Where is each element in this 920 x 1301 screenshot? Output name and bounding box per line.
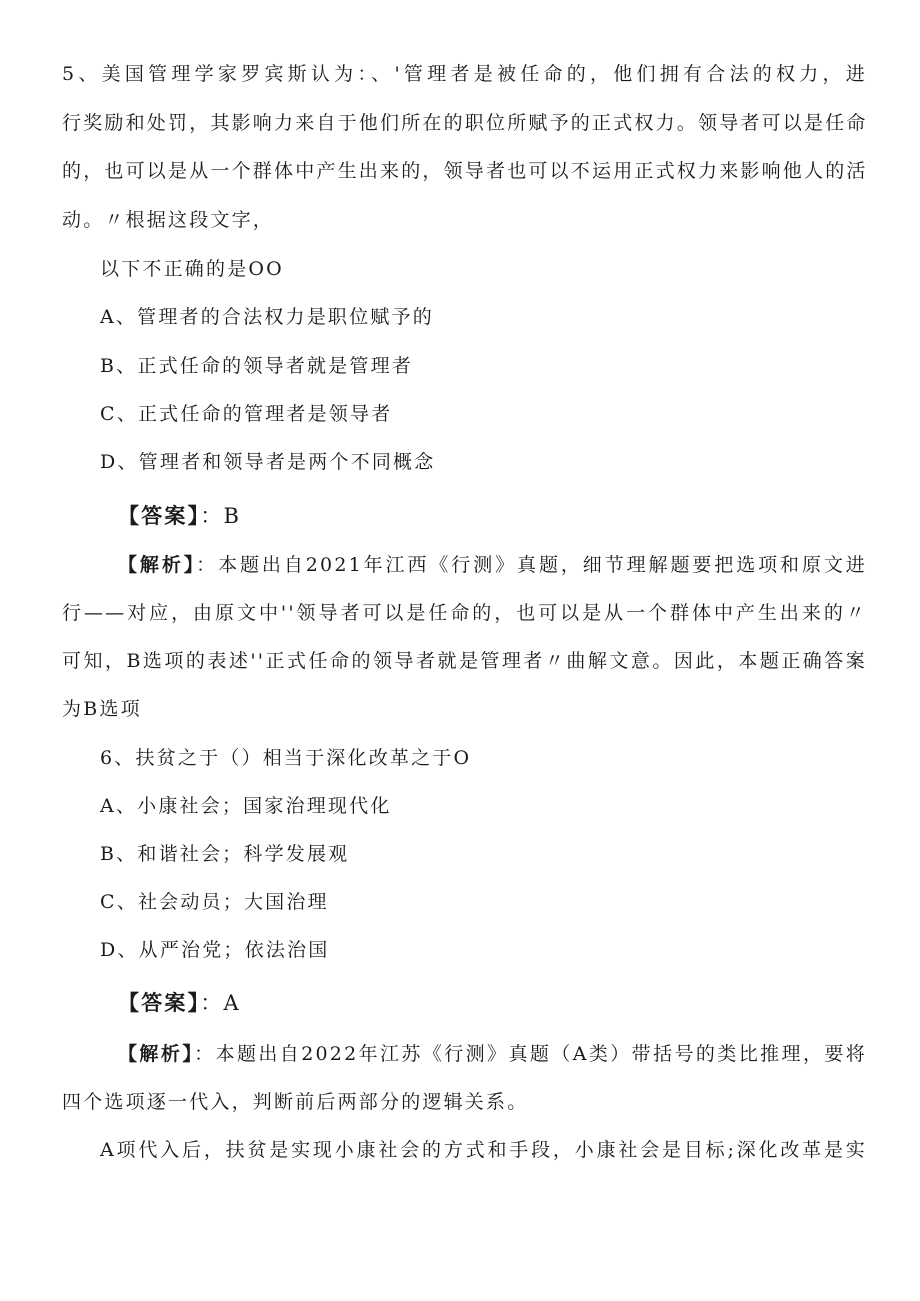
q5-analysis-line-4: 为B选项 [62,698,142,720]
q5-answer-value: ：B [200,504,242,528]
q5-prompt: 以下不正确的是OO [100,258,284,280]
q5-answer [118,501,241,531]
q5-option-b: B、正式任命的领导者就是管理者 [100,355,413,377]
q5-stem-line-1: 5、美国管理学家罗宾斯认为：、'管理者是被任命的，他们拥有合法的权力，进 [62,63,867,85]
q6-stem: 6、扶贫之于（）相当于深化改革之于O [100,747,472,769]
q5-option-d: D、管理者和领导者是两个不同概念 [100,451,436,473]
q6-analysis-line-2: 四个选项逐一代入，判断前后两部分的逻辑关系。 [62,1091,529,1113]
q6-answer-label: 【答案】 [118,991,201,1015]
q6-analysis-label: 【解析】 [118,1043,195,1065]
q5-analysis-line-1 [118,550,867,580]
q6-option-c: C、社会动员；大国治理 [100,891,329,913]
q5-analysis-line-2: 行——对应，由原文中''领导者可以是任命的，也可以是从一个群体中产生出来的〃 [62,602,867,624]
q5-option-c: C、正式任命的管理者是领导者 [100,403,393,425]
q6-answer [118,988,241,1018]
q6-analysis-line-1 [118,1039,867,1069]
q5-option-a: A、管理者的合法权力是职位赋予的 [100,306,434,328]
q5-stem-line-3: 的，也可以是从一个群体中产生出来的，领导者也可以不运用正式权力来影响他人的活 [62,160,868,182]
q5-analysis-text-1: ：本题出自2021年江西《行测》真题，细节理解题要把选项和原文进 [196,554,867,576]
q5-answer-label: 【答案】 [118,504,201,528]
q5-analysis-line-3: 可知，B选项的表述''正式任命的领导者就是管理者〃曲解文意。因此，本题正确答案 [62,650,867,672]
q5-stem-line-2: 行奖励和处罚，其影响力来自于他们所在的职位所赋予的正式权力。领导者可以是任命 [62,112,868,134]
q5-analysis-label: 【解析】 [118,554,197,576]
q6-option-d: D、从严治党；依法治国 [100,939,330,961]
q6-detail-line: A项代入后，扶贫是实现小康社会的方式和手段，小康社会是目标;深化改革是实 [100,1139,867,1161]
q6-option-a: A、小康社会；国家治理现代化 [100,795,392,817]
q6-answer-value: ：A [200,991,241,1015]
q5-stem-line-4: 动。〃根据这段文字， [62,209,275,231]
q6-option-b: B、和谐社会；科学发展观 [100,843,350,865]
q6-analysis-text-1: ：本题出自2022年江苏《行测》真题（A类）带括号的类比推理，要将 [194,1043,867,1065]
